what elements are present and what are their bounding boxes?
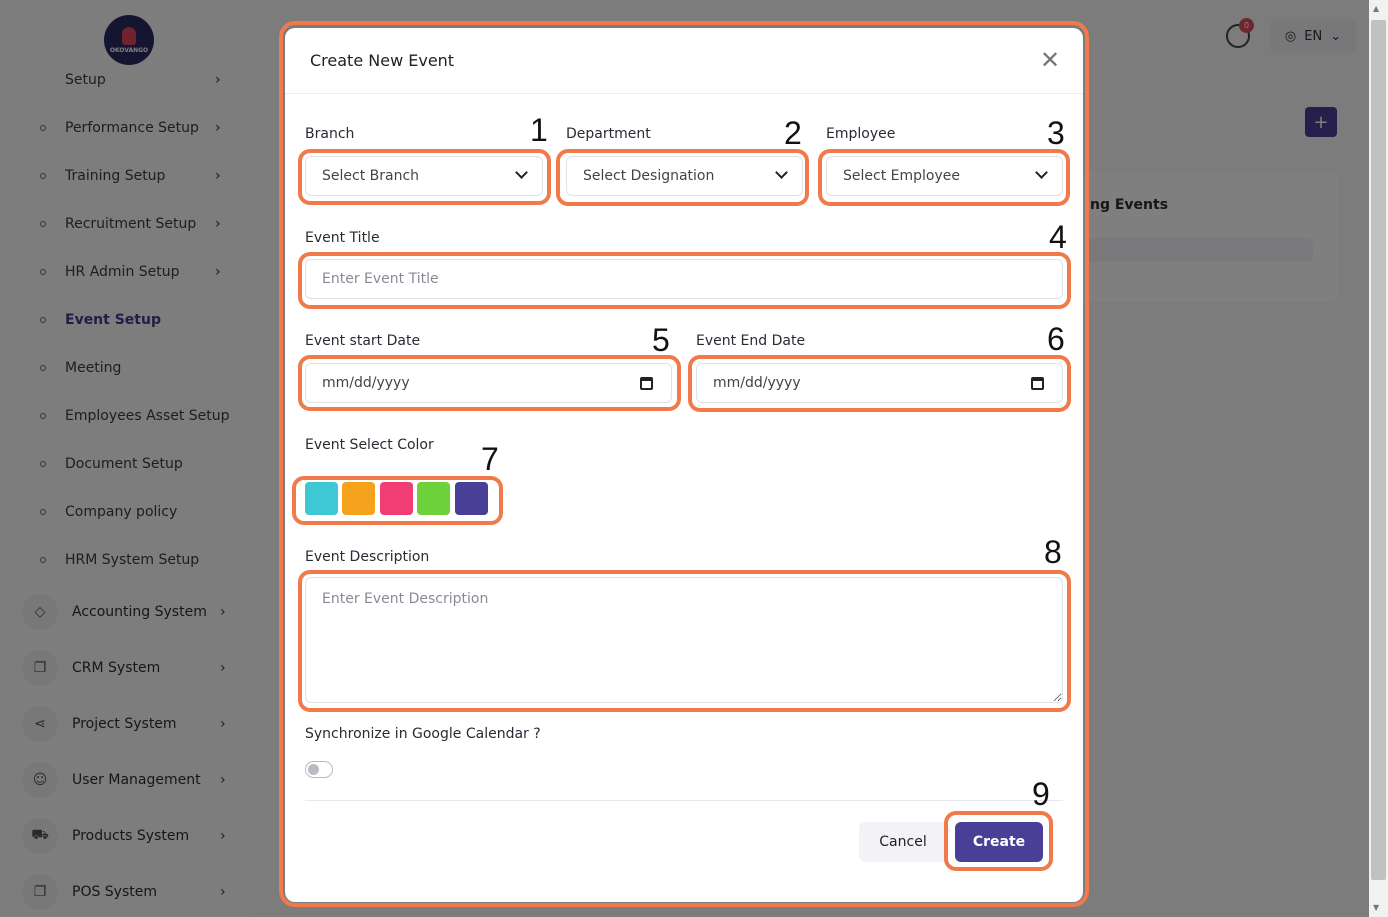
create-button[interactable]: Create	[955, 822, 1043, 862]
chevron-down-icon	[775, 166, 788, 179]
step-marker-7: 7	[481, 441, 499, 477]
branch-select-value: Select Branch	[322, 168, 420, 184]
footer-divider	[305, 800, 1063, 801]
start-date-input[interactable]	[305, 363, 672, 403]
end-date-input[interactable]	[696, 363, 1063, 403]
branch-label: Branch	[305, 126, 355, 142]
employee-label: Employee	[826, 126, 896, 142]
employee-select[interactable]	[826, 156, 1063, 196]
google-sync-toggle[interactable]	[305, 761, 333, 778]
step-marker-9: 9	[1032, 776, 1050, 812]
department-select[interactable]	[566, 156, 803, 196]
step-marker-1: 1	[530, 112, 548, 148]
header-divider	[285, 93, 1083, 94]
event-description-label: Event Description	[305, 549, 430, 565]
step-marker-5: 5	[652, 322, 670, 358]
calendar-icon[interactable]	[640, 377, 653, 390]
color-swatch-orange[interactable]	[342, 482, 375, 515]
event-color-label: Event Select Color	[305, 437, 434, 453]
scroll-up-arrow-icon[interactable]: ▲	[1373, 4, 1380, 13]
color-swatch-purple[interactable]	[455, 482, 488, 515]
end-date-placeholder: mm/dd/yyyy	[713, 375, 801, 391]
calendar-icon[interactable]	[1031, 377, 1044, 390]
chevron-down-icon	[1035, 166, 1048, 179]
event-title-input[interactable]	[305, 259, 1063, 299]
toggle-knob	[308, 764, 319, 775]
department-select-value: Select Designation	[583, 168, 715, 184]
cancel-button[interactable]: Cancel	[859, 822, 947, 862]
color-swatch-teal[interactable]	[305, 482, 338, 515]
color-swatch-green[interactable]	[417, 482, 450, 515]
start-date-placeholder: mm/dd/yyyy	[322, 375, 410, 391]
event-title-label: Event Title	[305, 230, 380, 246]
google-sync-label: Synchronize in Google Calendar ?	[305, 726, 541, 742]
department-label: Department	[566, 126, 651, 142]
event-description-input[interactable]	[305, 577, 1063, 703]
scroll-down-arrow-icon[interactable]: ▼	[1373, 903, 1380, 912]
start-date-label: Event start Date	[305, 333, 421, 349]
chevron-down-icon	[515, 166, 528, 179]
end-date-label: Event End Date	[696, 333, 806, 349]
branch-select[interactable]	[305, 156, 543, 196]
modal-title: Create New Event	[310, 51, 455, 70]
close-icon[interactable]: ✕	[1040, 46, 1061, 74]
step-marker-8: 8	[1044, 534, 1062, 570]
color-swatch-pink[interactable]	[380, 482, 413, 515]
event-title-placeholder: Enter Event Title	[322, 271, 439, 287]
step-marker-4: 4	[1049, 219, 1067, 255]
step-marker-6: 6	[1047, 321, 1065, 357]
step-marker-3: 3	[1047, 115, 1065, 151]
employee-select-value: Select Employee	[843, 168, 960, 184]
step-marker-2: 2	[784, 115, 802, 151]
scrollbar-thumb[interactable]	[1371, 20, 1386, 880]
